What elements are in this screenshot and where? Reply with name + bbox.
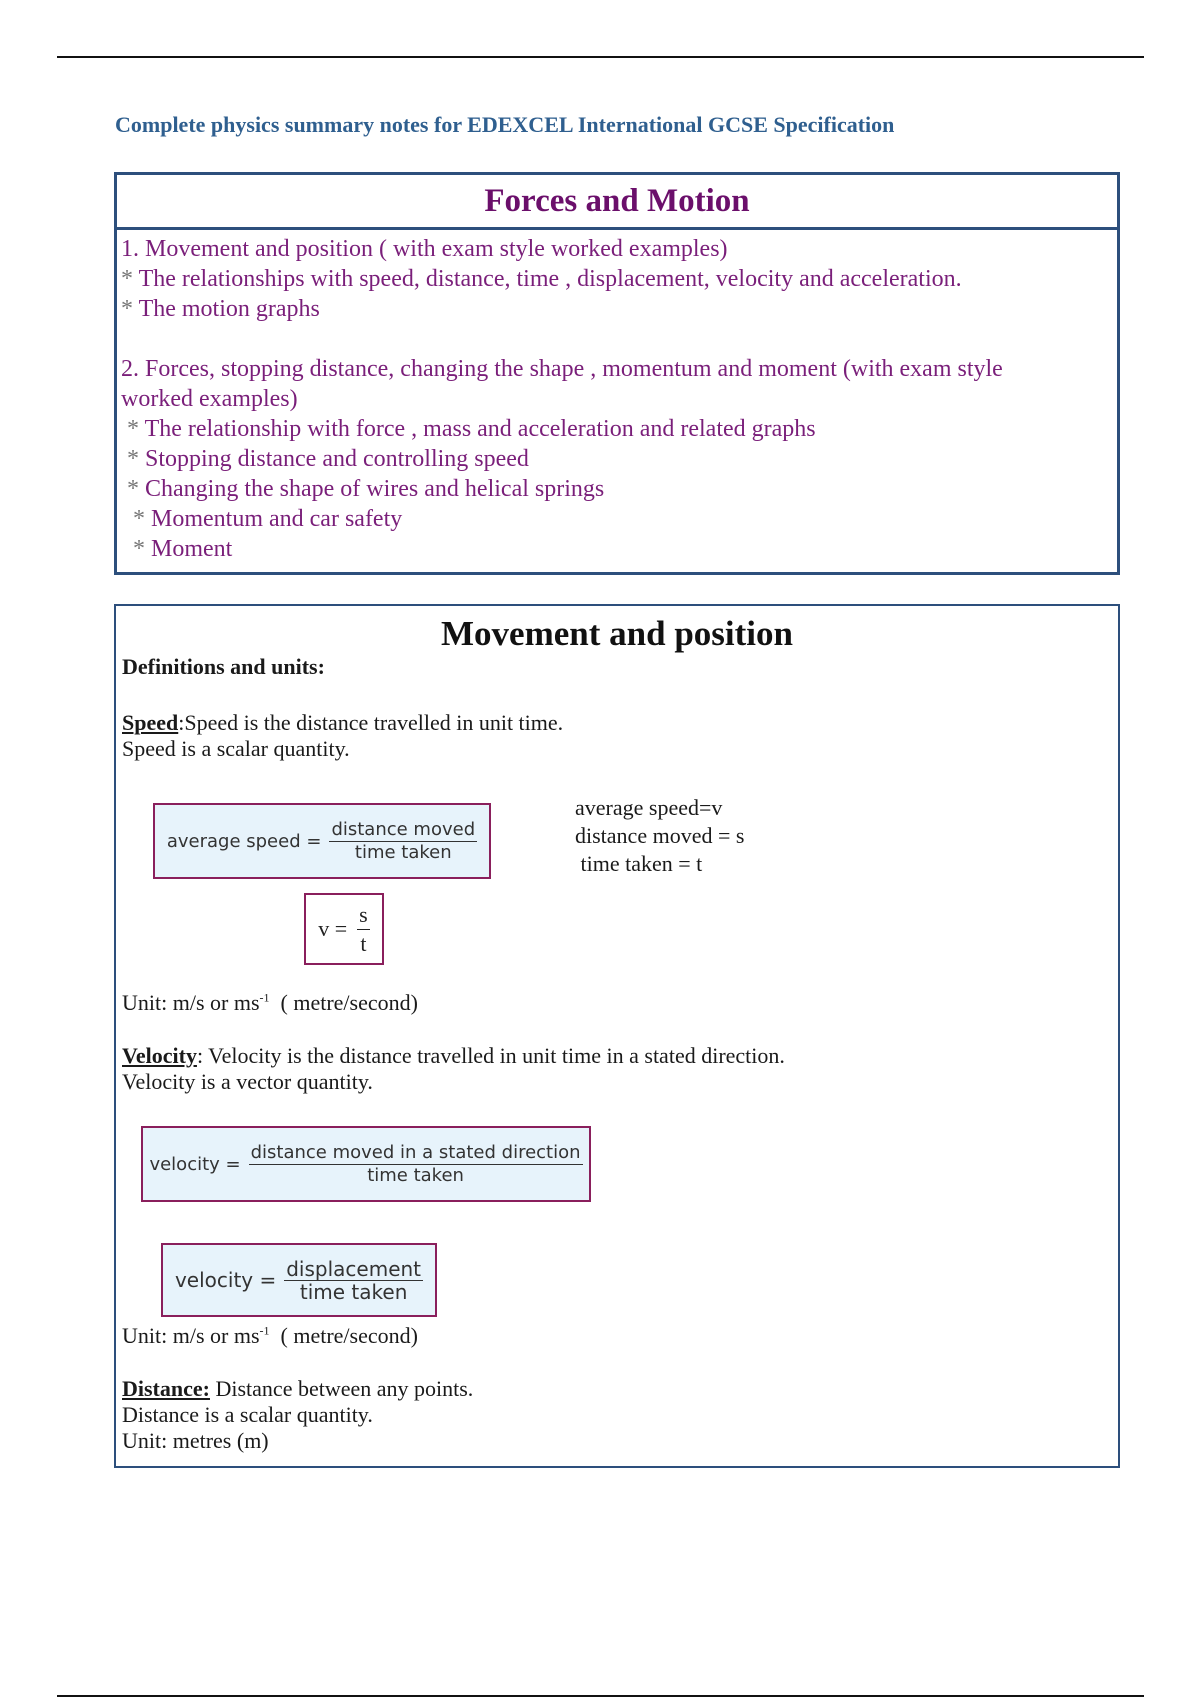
formula-numerator: distance moved	[331, 818, 476, 840]
speed-legend	[575, 794, 744, 878]
bullet-asterisk: *	[127, 476, 139, 502]
unit-suffix: ( metre/second)	[269, 990, 418, 1015]
contents-topic-2-line-1: 2. Forces, stopping distance, changing the shape , momentum and moment (with exam style	[121, 356, 1003, 382]
spacer	[121, 324, 1117, 354]
velocity-note: Velocity is a vector quantity.	[122, 1069, 373, 1094]
bullet-asterisk: *	[133, 536, 145, 562]
formula-lhs: velocity =	[149, 1153, 241, 1175]
contents-point	[121, 534, 1117, 564]
formula-lhs: velocity =	[174, 1268, 277, 1292]
distance-definition	[122, 1376, 473, 1402]
formula-numerator: distance moved in a stated direction	[250, 1141, 581, 1163]
contents-point	[121, 414, 1117, 444]
velocity-displacement-formula-box	[161, 1243, 437, 1317]
unit-prefix: Unit: m/s or ms	[122, 1323, 260, 1348]
formula-denominator: time taken	[367, 1164, 464, 1186]
document-header-title: Complete physics summary notes for EDEXCEL International GCSE Specification	[115, 112, 895, 137]
unit-prefix: Unit: m/s or ms	[122, 990, 260, 1015]
velocity-definition-text: : Velocity is the distance travelled in unit time in a stated direction.	[196, 1043, 785, 1068]
contents-title: Forces and Motion	[117, 175, 1117, 230]
contents-body	[117, 230, 1117, 564]
velocity-formula-box	[141, 1126, 591, 1202]
formula-fraction	[249, 1142, 583, 1187]
bullet-asterisk: *	[121, 296, 133, 322]
speed-unit	[122, 990, 418, 1016]
bullet-asterisk: *	[127, 446, 139, 472]
contents-topic-1: 1. Movement and position ( with exam style worked examples)	[121, 236, 728, 262]
definitions-heading: Definitions and units:	[122, 654, 325, 679]
bottom-rule	[57, 1695, 1144, 1697]
legend-line: time taken = t	[575, 851, 703, 876]
contents-point-text: The motion graphs	[138, 296, 320, 322]
distance-note: Distance is a scalar quantity.	[122, 1402, 373, 1427]
contents-point-text: The relationships with speed, distance, time , displacement, velocity and acceleration.	[138, 266, 962, 292]
contents-point-text: Momentum and car safety	[151, 506, 403, 532]
formula-fraction	[329, 819, 477, 864]
contents-point-text: Changing the shape of wires and helical springs	[145, 476, 605, 502]
distance-definition-text: Distance between any points.	[209, 1376, 474, 1401]
speed-formula-box	[153, 803, 491, 879]
contents-point-text: Moment	[151, 536, 233, 562]
velocity-definition	[122, 1043, 785, 1069]
legend-line: average speed=v	[575, 795, 723, 820]
speed-definition-text: :Speed is the distance travelled in unit time.	[178, 710, 564, 735]
formula-denominator: time taken	[299, 1279, 408, 1304]
contents-point	[121, 444, 1117, 474]
formula-numerator: displacement	[286, 1256, 422, 1281]
formula-lhs: average speed =	[166, 830, 322, 852]
unit-exponent: -1	[259, 1323, 270, 1338]
section-title: Movement and position	[441, 614, 793, 653]
bullet-asterisk: *	[133, 506, 145, 532]
formula-numerator: s	[357, 901, 370, 930]
contents-point	[121, 474, 1117, 504]
legend-line: distance moved = s	[575, 823, 745, 848]
formula-lhs: v =	[318, 916, 348, 941]
speed-short-formula-box	[304, 893, 384, 965]
unit-suffix: ( metre/second)	[269, 1323, 418, 1348]
speed-term: Speed	[122, 710, 179, 735]
top-rule	[57, 56, 1144, 58]
speed-note: Speed is a scalar quantity.	[122, 736, 350, 761]
velocity-unit	[122, 1323, 418, 1349]
contents-point	[121, 264, 1117, 294]
contents-point	[121, 504, 1117, 534]
contents-box	[114, 172, 1120, 575]
distance-unit: Unit: metres (m)	[122, 1428, 269, 1453]
contents-point	[121, 294, 1117, 324]
movement-section	[114, 604, 1120, 1468]
contents-point-text: Stopping distance and controlling speed	[145, 446, 529, 472]
velocity-term: Velocity	[122, 1043, 197, 1068]
distance-term: Distance:	[122, 1376, 210, 1401]
formula-fraction	[284, 1258, 423, 1303]
contents-topic-2-line-2: worked examples)	[121, 386, 298, 412]
formula-denominator: t	[360, 930, 367, 956]
speed-definition	[122, 710, 563, 736]
bullet-asterisk: *	[127, 416, 139, 442]
contents-point-text: The relationship with force , mass and acceleration and related graphs	[144, 416, 816, 442]
formula-denominator: time taken	[354, 841, 452, 863]
formula-fraction	[357, 901, 370, 958]
bullet-asterisk: *	[121, 266, 133, 292]
unit-exponent: -1	[259, 990, 270, 1005]
